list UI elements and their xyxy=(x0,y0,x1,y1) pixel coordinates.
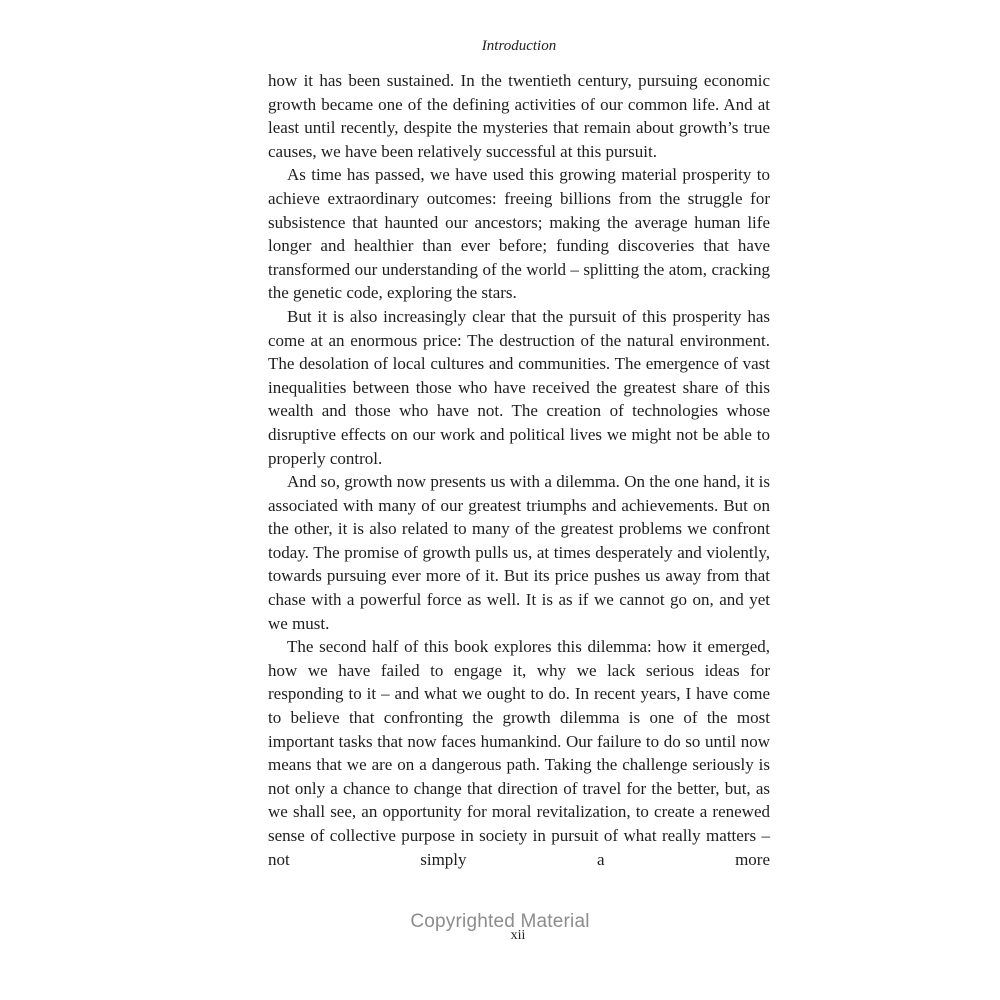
paragraph-5: The second half of this book explores this dilemma: how it emerged, how we have failed to engage it, why we lack serious ideas for responding to it – and what we ought to do. In recent years, I have come to believe that confronting the growth dilemma is one of the most important tasks that now faces humankind. Our failure to do so until now means that we are on a dangerous path. Taking the challenge seriously is not only a chance to change that direction of travel for the better, but, as we shall see, an opportunity for moral revitalization, to create a renewed sense of collective purpose in society in pursuit of what really matters – not simply a more xyxy=(268,637,770,869)
running-head: Introduction xyxy=(481,38,557,54)
body-text xyxy=(268,69,770,871)
paragraph-3: But it is also increasingly clear that the pursuit of this prosperity has come at an enormous price: The destruction of the natural environment. The desolation of local cultures and communities. The emergence of vast inequalities between those who have received the greatest share of this wealth and those who have not. The creation of technologies whose disruptive effects on our work and political lives we might not be able to properly control. xyxy=(268,306,770,468)
paragraph-1: how it has been sustained. In the twentieth century, pursuing economic growth became one of the defining activities of our common life. And at least until recently, despite the mysteries that remain about growth’s true causes, we have been relatively successful at this pursuit. xyxy=(268,71,770,161)
paragraph-2: As time has passed, we have used this growing material prosperity to achieve extraordinary outcomes: freeing billions from the struggle for subsistence that haunted our ancestors; making the average human life longer and healthier than ever before; funding discoveries that have transformed our understanding of the world – splitting the atom, cracking the genetic code, exploring the stars. xyxy=(268,165,770,303)
paragraph-4: And so, growth now presents us with a dilemma. On the one hand, it is associated with many of our greatest triumphs and achievements. But on the other, it is also related to many of the greatest problems we confront today. The promise of growth pulls us, at times desperately and violently, towards pursuing ever more of it. But its price pushes us away from that chase with a powerful force as well. It is as if we cannot go on, and yet we must. xyxy=(268,472,770,633)
page-number: xii xyxy=(510,928,526,943)
copyright-watermark: Copyrighted Material xyxy=(410,911,590,932)
